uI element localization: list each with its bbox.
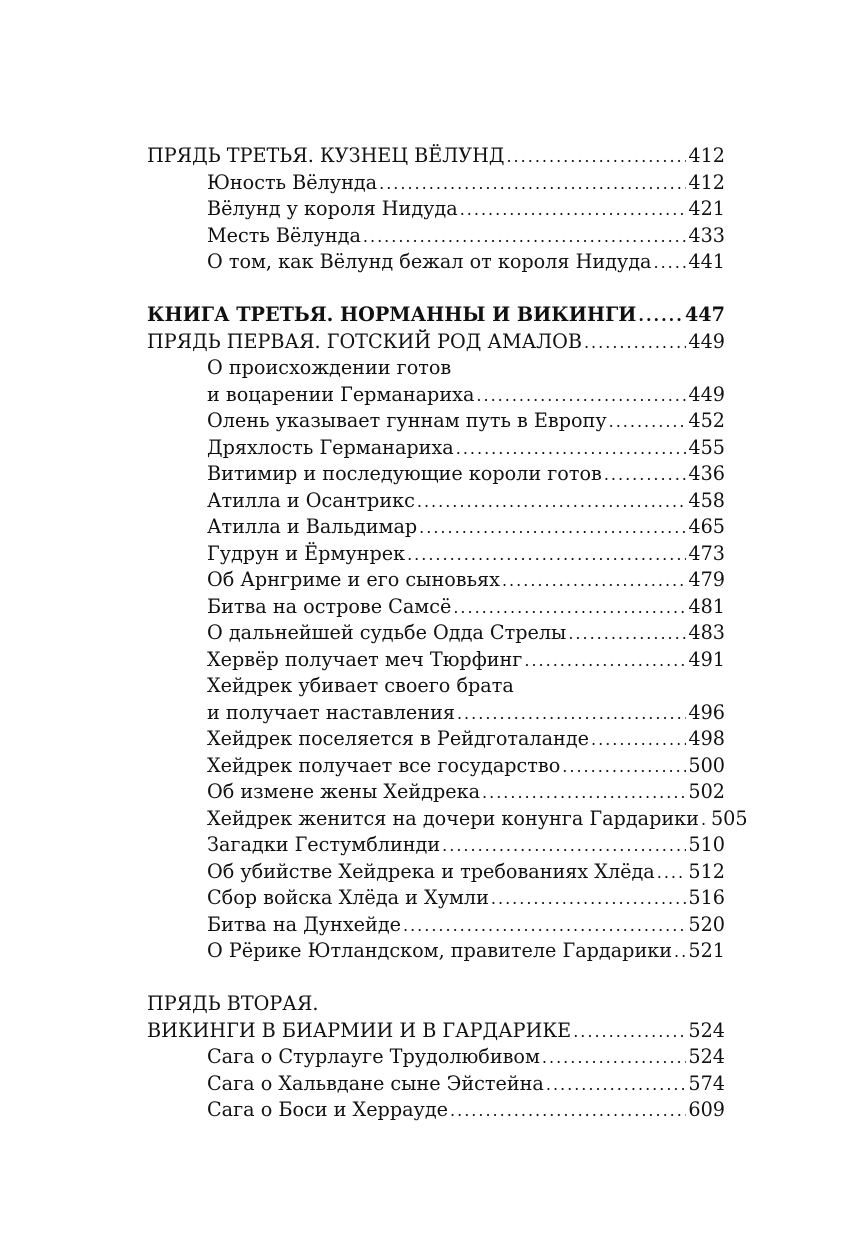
dot-leader: [584, 330, 686, 357]
toc-entry-title: Дряхлость Германариха: [207, 435, 454, 459]
dot-leader: [524, 648, 686, 675]
toc-entry-title-line: Хейдрек убивает своего брата: [207, 674, 514, 697]
dot-leader: [604, 462, 687, 489]
toc-entry-page: 524: [688, 1018, 725, 1042]
toc-entry-page: 496: [688, 700, 725, 724]
toc-entry: [147, 408, 725, 435]
toc-entry-title: Сага о Стурлауге Трудолюбивом: [207, 1045, 540, 1068]
toc-entry-page: 498: [688, 727, 725, 750]
toc-entry: [147, 620, 725, 647]
dot-leader: [476, 383, 686, 410]
toc-entry-title: Сбор войска Хлёда и Хумли: [207, 886, 489, 909]
toc-entry: [147, 567, 725, 594]
toc-entry: [147, 541, 725, 568]
toc-entry-page: 609: [688, 1098, 725, 1121]
toc-entry-title: Юность Вёлунда: [207, 170, 378, 194]
toc-entry-title: ВИКИНГИ В БИАРМИИ И В ГАРДАРИКЕ: [147, 1018, 572, 1042]
toc-entry: [147, 249, 725, 276]
toc-entry-title: Об Арнгриме и его сыновьях: [207, 568, 500, 591]
toc-entry-title: Хейдрек получает все государство: [207, 753, 561, 777]
toc-entry-title: Битва на острове Самсё: [207, 594, 452, 618]
toc-entry-title: Об измене жены Хейдрека: [207, 780, 481, 803]
toc-entry-page: 491: [688, 647, 725, 671]
toc-entry-title: ПРЯДЬ ПЕРВАЯ. ГОТСКИЙ РОД АМАЛОВ: [147, 329, 582, 353]
dot-leader: [482, 780, 686, 807]
toc-entry-page: 433: [688, 223, 725, 247]
dot-leader: [546, 1072, 687, 1099]
toc-entry-title: ПРЯДЬ ТРЕТЬЯ. КУЗНЕЦ ВЁЛУНД: [147, 144, 505, 167]
dot-leader: [653, 250, 686, 277]
toc-entry-title: О Рёрике Ютландском, правителе Гардарики: [207, 939, 673, 962]
toc-entry: [147, 885, 725, 912]
toc-entry-title: Атилла и Вальдимар: [207, 515, 418, 538]
toc-entry: [147, 488, 725, 515]
dot-leader: [419, 515, 686, 542]
toc-entry-page: 465: [688, 515, 725, 538]
toc-entry-title: Битва на Дунхейде: [207, 912, 401, 936]
toc-entry-title: Сага о Боси и Херрауде: [207, 1098, 449, 1121]
toc-entry-title: Гудрун и Ёрмунрек: [207, 541, 406, 565]
spacer: [147, 276, 725, 303]
toc-entry-title: КНИГА ТРЕТЬЯ. НОРМАННЫ И ВИКИНГИ: [147, 303, 637, 326]
dot-leader: [701, 807, 709, 834]
toc-entry: [147, 223, 725, 250]
dot-leader: [674, 939, 686, 966]
dot-leader: [491, 886, 686, 913]
toc-entry: [147, 594, 725, 621]
toc-entry-page: 452: [688, 409, 725, 432]
toc-entry-page: 524: [688, 1045, 725, 1068]
toc-entry-title: О дальнейшей судьбе Одда Стрелы: [207, 621, 567, 644]
toc-entry: [147, 753, 725, 780]
toc-entry: [147, 1071, 725, 1098]
toc-entry: [147, 461, 725, 488]
toc-entry-title: Сага о Хальвдане сыне Эйстейна: [207, 1071, 544, 1095]
dot-leader: [457, 701, 686, 728]
toc-entry: [147, 726, 725, 753]
toc-entry: [147, 514, 725, 541]
toc-entry-title: Витимир и последующие короли готов: [207, 462, 602, 485]
toc-entry-title: Хервёр получает меч Тюрфинг: [207, 647, 523, 671]
toc-entry-title-line: ПРЯДЬ ВТОРАЯ.: [147, 992, 319, 1015]
toc-entry: [147, 832, 725, 859]
toc-entry: [147, 806, 748, 833]
toc-entry-page: 436: [688, 462, 725, 485]
toc-entry-page: 510: [688, 833, 725, 856]
toc-entry-title: Загадки Гестумблинди: [207, 833, 441, 856]
toc-entry-page: 449: [688, 329, 725, 353]
dot-leader: [591, 727, 686, 754]
toc-entry-page: 574: [688, 1071, 725, 1095]
toc-entry: [147, 1044, 725, 1071]
toc-entry-page: 516: [688, 886, 725, 909]
toc-entry-page: 479: [688, 568, 725, 591]
toc-entry-page: 455: [688, 435, 725, 459]
toc-entry: [147, 859, 725, 886]
toc-entry-title-line: О происхождении готов: [207, 356, 452, 379]
toc-entry: [147, 912, 725, 939]
toc-entry-page: 473: [688, 541, 725, 565]
dot-leader: [657, 860, 687, 887]
toc-entry-page: 502: [688, 780, 725, 803]
toc-entry: [147, 938, 725, 965]
toc-entry-page: 505: [710, 806, 748, 830]
toc-entry-title: Хейдрек женится на дочери конунга Гардарики: [207, 806, 699, 830]
toc-entry-page: 483: [688, 621, 725, 644]
table-of-contents: [147, 143, 748, 1124]
toc-entry-title: Атилла и Осантрикс: [207, 488, 415, 512]
toc-entry-page: 449: [688, 382, 725, 406]
dot-leader: [609, 409, 687, 436]
toc-entry: [147, 1097, 725, 1124]
dot-leader: [568, 621, 686, 648]
toc-entry: [147, 779, 725, 806]
toc-entry: [147, 647, 725, 674]
dot-leader: [442, 833, 686, 860]
dot-leader: [417, 489, 687, 516]
dot-leader: [502, 568, 686, 595]
toc-entry-page: 412: [688, 170, 725, 194]
dot-leader: [363, 224, 686, 251]
toc-entry-title: Вёлунд у короля Нидуда: [207, 197, 458, 220]
toc-entry-page: 421: [688, 197, 725, 220]
dot-leader: [453, 595, 686, 622]
toc-entry-page: 412: [688, 144, 725, 167]
dot-leader: [407, 542, 686, 569]
toc-entry-page: 521: [688, 939, 725, 962]
dot-leader: [456, 436, 687, 463]
toc-entry-strand2: [147, 1018, 725, 1045]
toc-entry-part3: [147, 143, 725, 170]
dot-leader: [460, 197, 687, 224]
dot-leader: [573, 1019, 686, 1046]
toc-entry-title: Месть Вёлунда: [207, 223, 361, 247]
toc-entry-page: 481: [688, 594, 725, 618]
toc-entry-title: и получает наставления: [207, 700, 455, 724]
toc-entry: [147, 700, 725, 727]
dot-leader: [506, 144, 686, 171]
spacer: [147, 965, 725, 992]
dot-leader: [542, 1045, 686, 1072]
toc-entry: [147, 170, 725, 197]
toc-entry: [147, 382, 725, 409]
toc-entry-page: 512: [688, 859, 725, 883]
toc-entry-strand1: [147, 329, 725, 356]
toc-entry-page: 500: [688, 753, 725, 777]
dot-leader: [450, 1098, 686, 1125]
toc-entry: [147, 196, 725, 223]
toc-entry-page: 447: [684, 303, 725, 326]
toc-entry-title: Об убийстве Хейдрека и требованиях Хлёда: [207, 859, 655, 883]
dot-leader: [638, 303, 683, 330]
toc-entry: [147, 435, 725, 462]
dot-leader: [562, 754, 686, 781]
toc-entry-page: 520: [688, 912, 725, 936]
toc-entry-book3: [147, 302, 725, 329]
dot-leader: [403, 913, 686, 940]
dot-leader: [379, 171, 686, 198]
toc-entry-title: Олень указывает гуннам путь в Европу: [207, 409, 607, 432]
toc-entry-title: и воцарении Германариха: [207, 382, 475, 406]
toc-entry-title: Хейдрек поселяется в Рейдготаланде: [207, 727, 590, 750]
toc-entry-page: 441: [688, 250, 725, 273]
toc-entry-title: О том, как Вёлунд бежал от короля Нидуда: [207, 250, 652, 273]
toc-entry-page: 458: [688, 488, 725, 512]
